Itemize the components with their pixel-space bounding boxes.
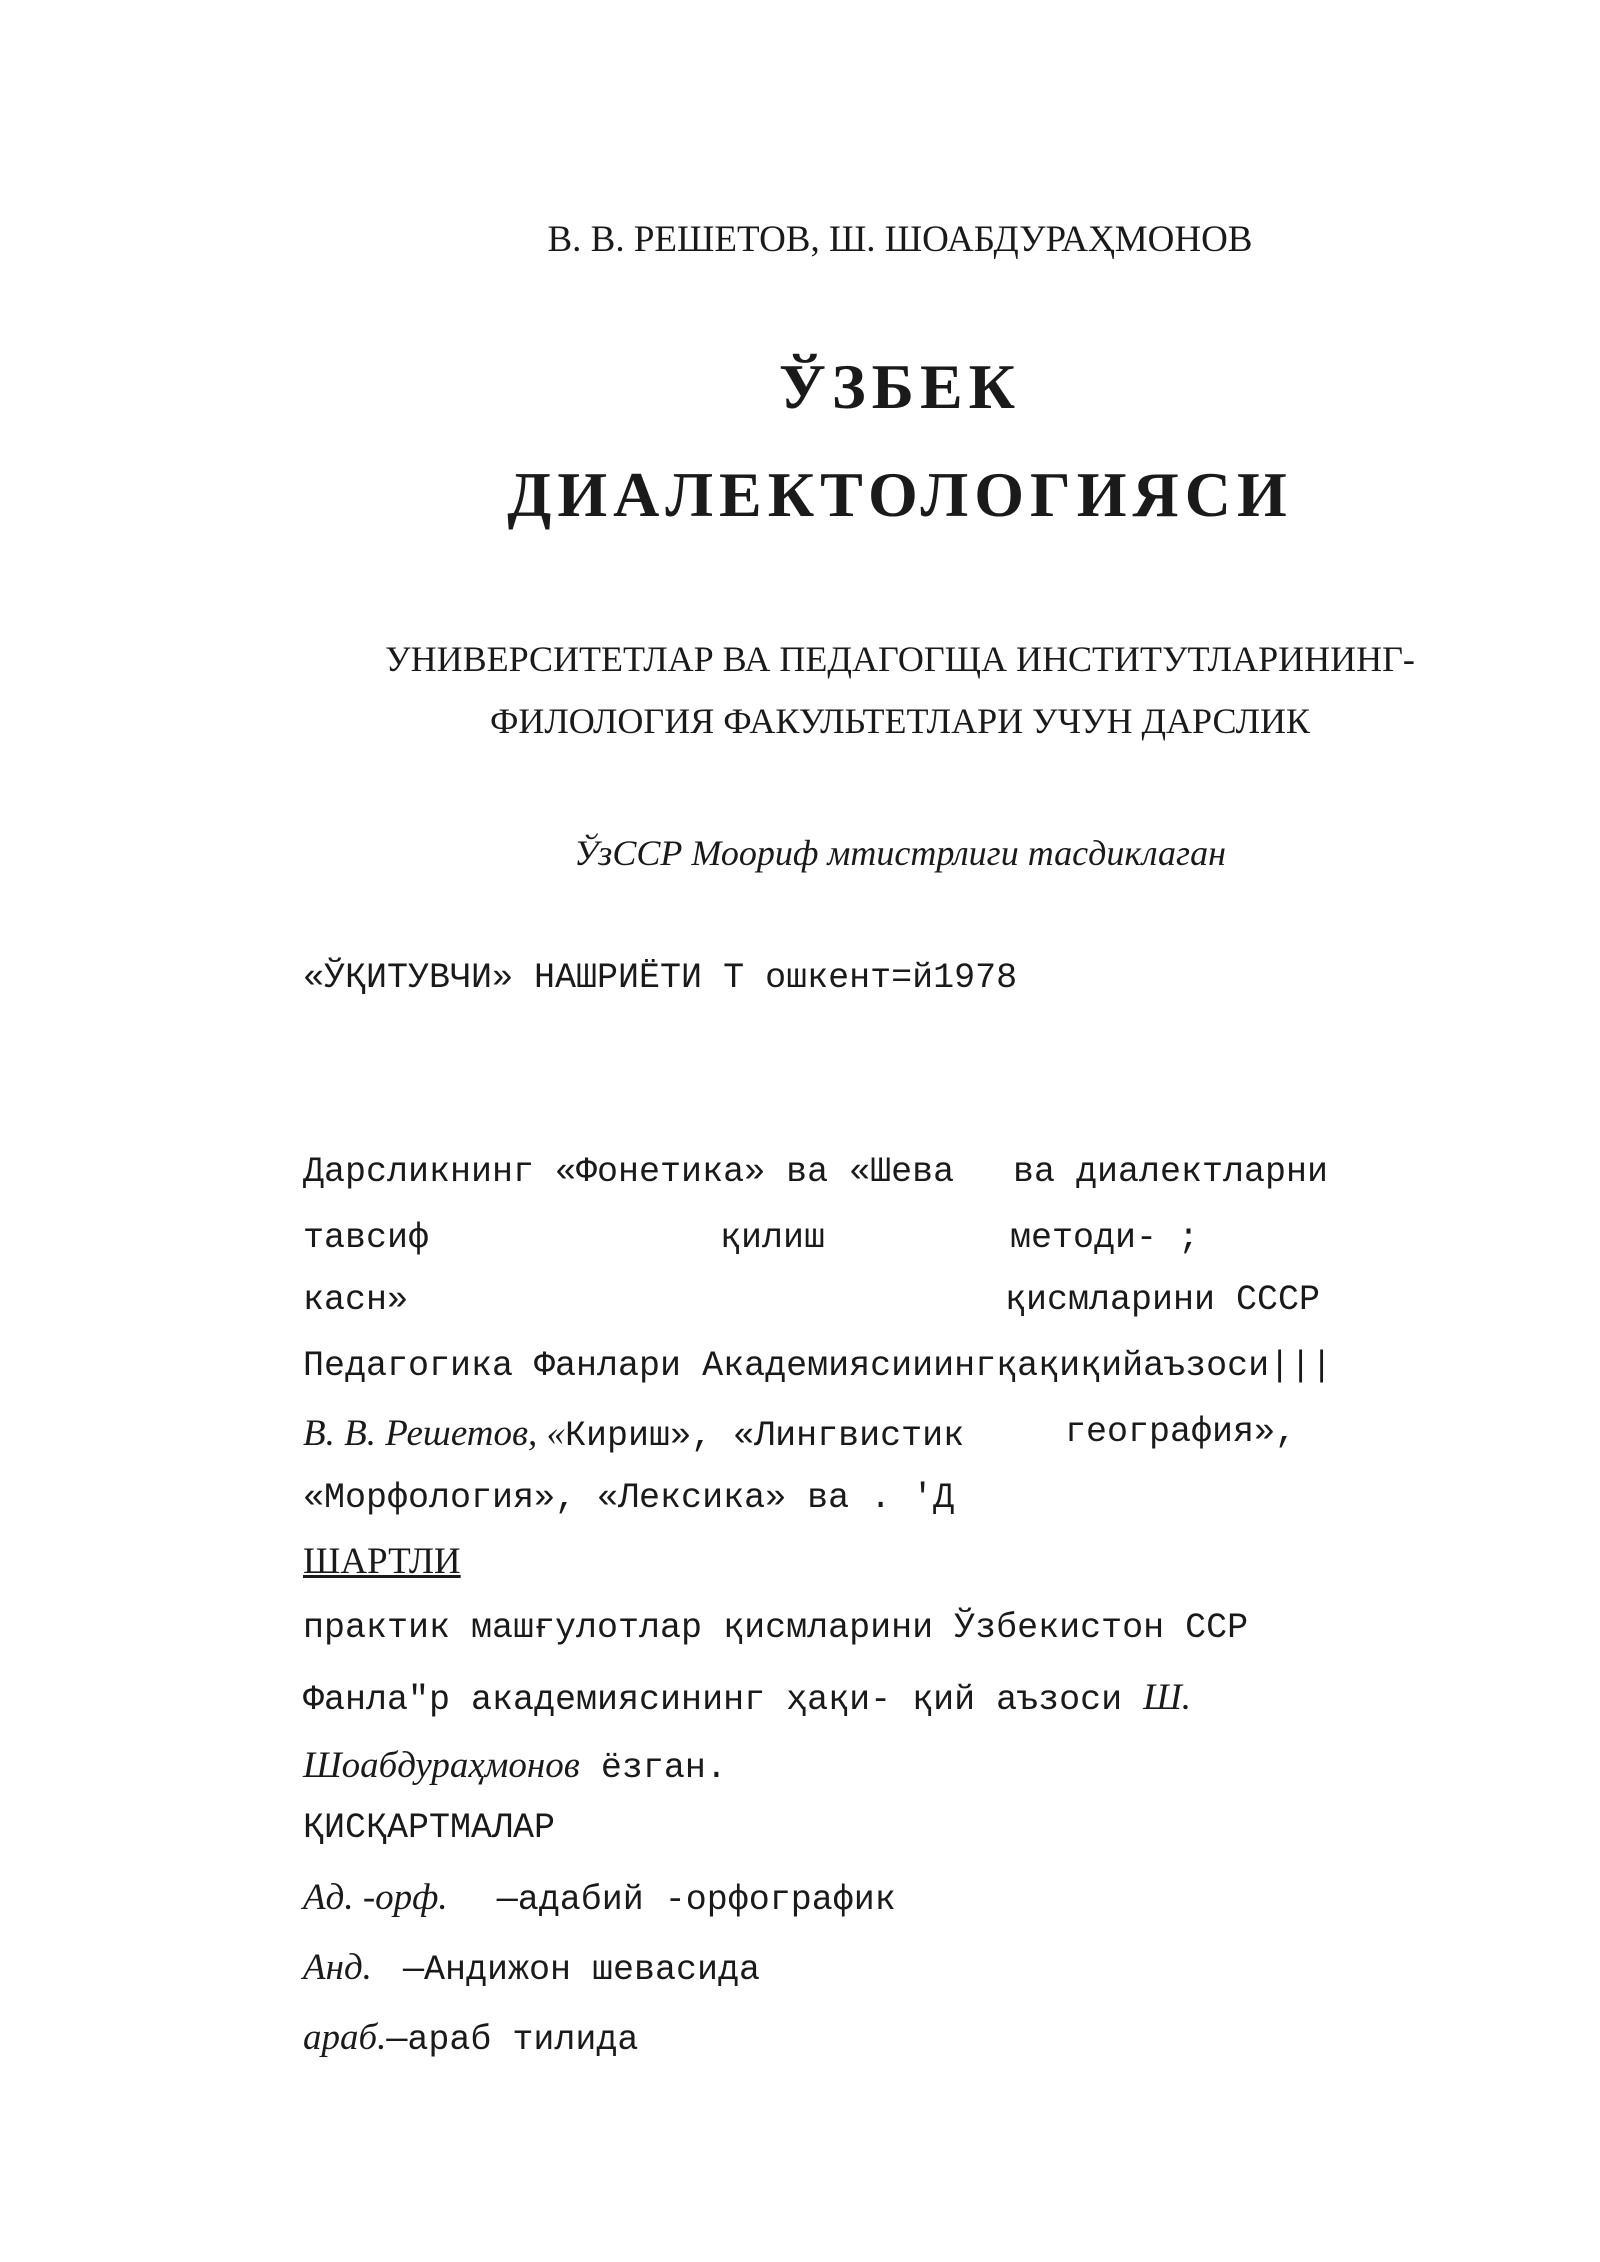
title-line-2: ДИАЛЕКТОЛОГИЯСИ xyxy=(507,459,1293,530)
abbreviation-item xyxy=(303,1876,896,1920)
body-line-3-b: қисмларини СССР xyxy=(1005,1280,1321,1320)
author-initial: Ш. xyxy=(1143,1677,1191,1718)
body-line-1-text: Дарсликнинг «Фонетика» ва «Шева xyxy=(303,1152,955,1192)
abbreviations-heading: ҚИСҚАРТМАЛАР xyxy=(303,1808,556,1848)
body-line-6: «Морфология», «Лексика» ва . 'Д xyxy=(303,1478,955,1518)
abbreviation-term: Ад. -орф. xyxy=(303,1877,448,1918)
body-line-9 xyxy=(303,1676,1191,1720)
body-line-9-text: Фанла"р академиясининг ҳақи- қий аъзоси xyxy=(303,1680,1144,1720)
body-line-5-text: Кириш», «Лингвистик xyxy=(565,1416,965,1456)
body-line-1-end: ва диалектларни xyxy=(1013,1152,1329,1192)
abbreviation-item xyxy=(303,1946,760,1990)
publisher-line: «ЎҚИТУВЧИ» НАШРИЁТИ Т ошкент=й1978 xyxy=(303,958,1018,998)
body-line-8: практик машғулотлар қисмларини Ўзбекистон ССР xyxy=(303,1608,1249,1648)
abbreviation-term: араб. xyxy=(303,2017,387,2058)
author-name-shoabdurakhmonov: Шоабдураҳмонов xyxy=(303,1745,580,1786)
body-line-5 xyxy=(303,1412,964,1456)
body-line-10 xyxy=(303,1744,727,1788)
abbreviation-meaning: —араб тилида xyxy=(386,2020,639,2060)
abbreviation-meaning: —Андижон шевасида xyxy=(402,1950,761,1990)
abbreviation-meaning: —адабий -орфографик xyxy=(496,1880,896,1920)
subtitle-line-2: ФИЛОЛОГИЯ ФАКУЛЬТЕТЛАРИ УЧУН ДАРСЛИК xyxy=(489,701,1311,741)
body-line-4: Педагогика Фанлари Академиясииингқақиқийаъзоси||| xyxy=(303,1346,1333,1386)
title-line-1: ЎЗБЕК xyxy=(778,351,1022,422)
abbreviation-term: Анд. xyxy=(303,1947,372,1988)
authors: В. В. РЕШЕТОВ, Ш. ШОАБДУРАҲМОНОВ xyxy=(547,219,1253,260)
body-line-3-a: касн» xyxy=(303,1280,409,1320)
approval-note: ЎзССР Мооpиф мтистрлиги тасдиклаган xyxy=(574,833,1226,873)
author-name-reshetov: В. В. Решетов, « xyxy=(303,1413,566,1454)
body-line-2-b: қилиш xyxy=(720,1218,826,1258)
subtitle-line-1: УНИВЕРСИТЕТЛАР ВА ПЕДАГОГЩА ИНСТИТУТЛАРИНИНГ- xyxy=(385,639,1415,679)
body-line-7: ШАРТЛИ xyxy=(303,1541,461,1582)
body-line-2-c: методи- ; xyxy=(1010,1218,1200,1258)
body-line-10-text: ёзган. xyxy=(579,1748,727,1788)
abbreviation-item xyxy=(303,2016,638,2060)
body-line-2-a: тавсиф xyxy=(303,1218,430,1258)
body-line-5-end: география», xyxy=(1065,1412,1297,1452)
body-line-1 xyxy=(303,1152,954,1192)
